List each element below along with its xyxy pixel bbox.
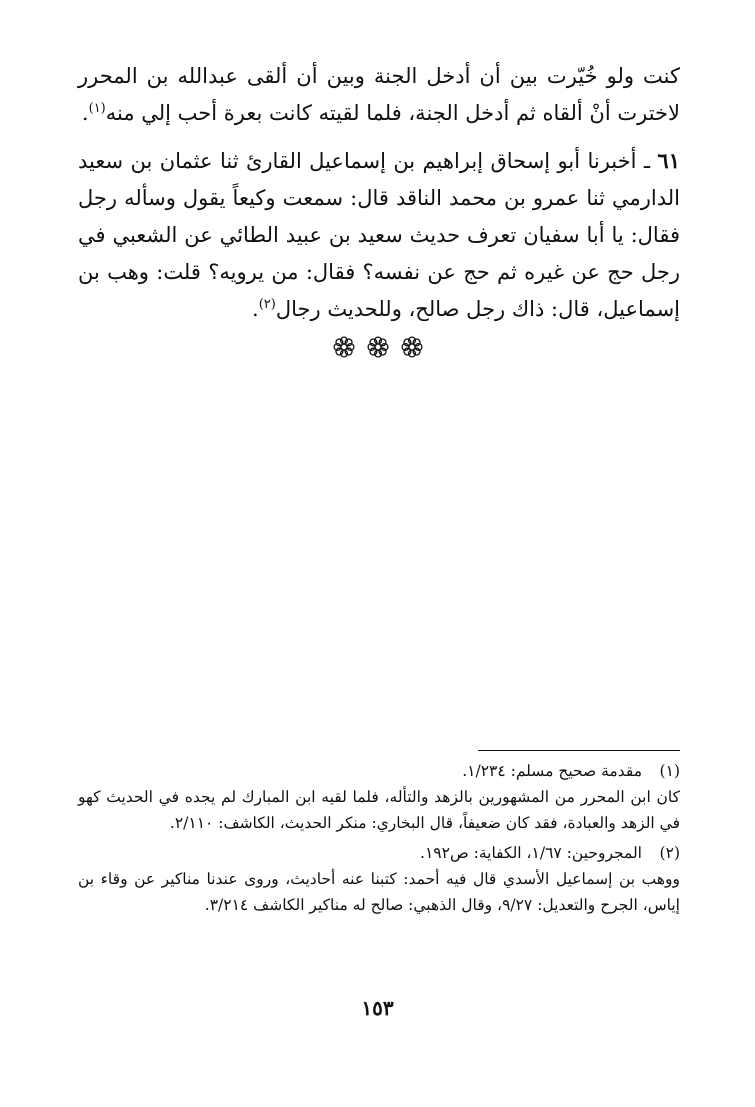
rosette-icon (399, 334, 425, 360)
rosette-icon (331, 334, 357, 360)
rosette-icon (365, 334, 391, 360)
paragraph-1-line-1: كنت ولو خُيّرت بين أن أدخل الجنة وبين أن ألقى عبدالله بن المحرر (78, 64, 680, 88)
footnote-ref-2[interactable]: (٢) (258, 297, 276, 312)
paragraph-2 (78, 142, 680, 328)
paragraph-2-text: ـ أخبرنا أبو إسحاق إبراهيم بن إسماعيل القارئ ثنا عثمان بن سعيد الدارمي ثنا عمرو بن محمد الناقد قال: سمعت وكيعاً يقول وسأله رجل فقال: يا أبا سفيان تعرف حديث سعيد بن عبيد الطائي عن الشعبي في رجل حج عن غيره ثم حج عن نفسه؟ فقال: من يرويه؟ قلت: وهب بن إسماعيل، قال: ذاك رجل صالح، وللحديث رجال (78, 149, 680, 321)
footnote-2-text: ووهب بن إسماعيل الأسدي قال فيه أحمد: كتبنا عنه أحاديث، وروى عندنا مناكير عن وقاء بن إياس، الجرح والتعديل: ٩/٢٧، وقال الذهبي: صالح له مناكير الكاشف ٣/٢١٤. (78, 870, 680, 914)
footnote-separator (478, 750, 680, 751)
footnote-1 (78, 758, 680, 836)
footnote-1-source: مقدمة صحيح مسلم: ١/٢٣٤. (462, 762, 642, 780)
paragraph-2-end: . (252, 297, 259, 321)
footnote-1-number: (١) (659, 762, 680, 780)
footnote-1-text: كان ابن المحرر من المشهورين بالزهد والتأله، فلما لقيه ابن المبارك لم يجده في الحديث كهو في الزهد والعبادة، فقد كان ضعيفاً، قال البخاري: منكر الحديث، الكاشف: ٢/١١٠. (78, 788, 680, 832)
footnote-2-source: المجروحين: ١/٦٧، الكفاية: ص١٩٢. (420, 844, 642, 862)
paragraph-1 (78, 58, 680, 132)
page-number: ١٥٣ (361, 996, 394, 1020)
main-text (78, 58, 680, 328)
section-ornament (0, 334, 755, 360)
footnote-ref-1[interactable]: (١) (88, 101, 106, 116)
footnote-2-number: (٢) (659, 844, 680, 862)
footnote-2 (78, 840, 680, 918)
footnotes (78, 758, 680, 918)
hadith-number: ٦١ (657, 148, 680, 173)
paragraph-1-end: . (81, 101, 89, 125)
paragraph-1-line-2: لاخترت أنْ ألقاه ثم أدخل الجنة، فلما لقيته كانت بعرة أحب إلي منه (105, 101, 680, 125)
